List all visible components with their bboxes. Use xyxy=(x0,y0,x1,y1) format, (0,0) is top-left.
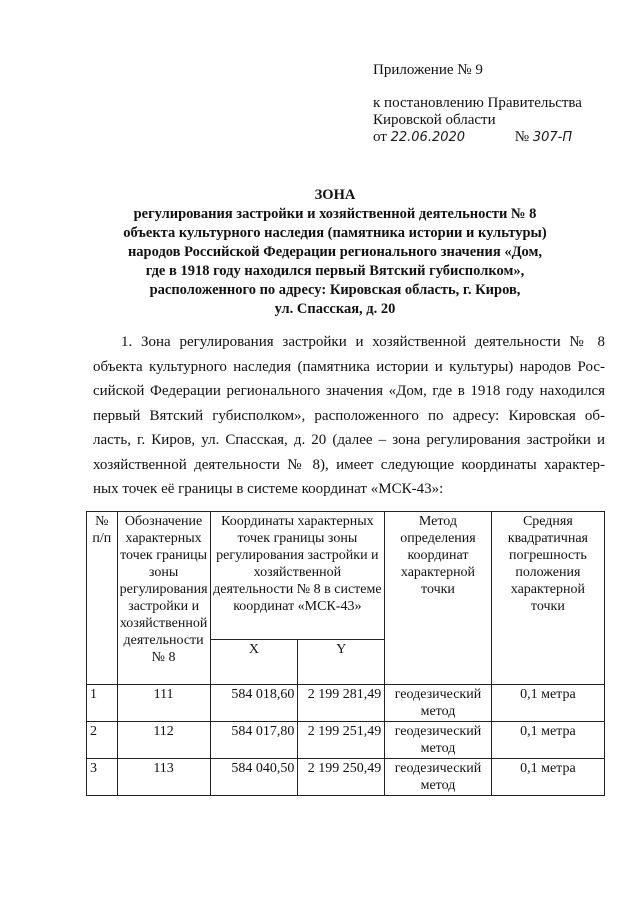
from-label: от xyxy=(373,129,387,145)
decree-reference xyxy=(373,95,582,146)
number-label: № xyxy=(514,129,530,145)
paragraph-line: ных точек её границы в системе координат «МСК-43»: xyxy=(93,481,444,497)
cell-num: 3 xyxy=(87,759,118,796)
paragraph-line: первый Вятский губисполком», расположенного по адресу: Кировская об- xyxy=(93,407,605,424)
decree-line-2: Кировской области xyxy=(373,112,496,128)
header-coordinates: Координаты характерных точек границы зоны регулирования застройки и хозяйственной деятельности № 8 в системе координат «МСК-43» xyxy=(210,512,385,640)
cell-num: 2 xyxy=(87,722,118,759)
decree-date: 22.06.2020 xyxy=(390,130,466,145)
cell-y: 2 199 281,49 xyxy=(298,685,385,722)
header-x: X xyxy=(210,640,298,685)
cell-num: 1 xyxy=(87,685,118,722)
document-title xyxy=(60,186,610,319)
cell-y: 2 199 251,49 xyxy=(298,722,385,759)
cell-y: 2 199 250,49 xyxy=(298,759,385,796)
cell-x: 584 018,60 xyxy=(210,685,298,722)
cell-point: 113 xyxy=(117,759,210,796)
header-method: Метод определения координат характерной точки xyxy=(385,512,492,685)
table-row xyxy=(87,759,605,796)
title-line: регулирования застройки и хозяйственной деятельности № 8 xyxy=(133,206,537,222)
cell-error: 0,1 метра xyxy=(491,759,604,796)
cell-error: 0,1 метра xyxy=(491,722,604,759)
paragraph-line: 1. Зона регулирования застройки и хозяйственной деятельности № 8 xyxy=(121,334,605,350)
paragraph-line: хозяйственной деятельности № 8), имеет следующие координаты характер- xyxy=(93,456,605,473)
paragraph-line: объекта культурного наследия (памятника истории и культуры) народов Рос- xyxy=(93,358,605,375)
title-line: расположенного по адресу: Кировская область, г. Киров, xyxy=(149,282,521,298)
title-line: объекта культурного наследия (памятника истории и культуры) xyxy=(123,225,547,241)
cell-x: 584 040,50 xyxy=(210,759,298,796)
body-paragraph xyxy=(93,330,605,502)
cell-x: 584 017,80 xyxy=(210,722,298,759)
cell-error: 0,1 метра xyxy=(491,685,604,722)
table-row xyxy=(87,685,605,722)
title-line: ул. Спасская, д. 20 xyxy=(274,301,396,317)
coordinates-table xyxy=(86,511,605,796)
header-error: Средняя квадратичная погрешность положения характерной точки xyxy=(491,512,604,685)
title-line: народов Российской Федерации регионального значения «Дом, xyxy=(127,244,543,260)
cell-method: геодезический метод xyxy=(385,759,492,796)
table-row xyxy=(87,722,605,759)
title-line: ЗОНА xyxy=(314,187,356,203)
header-designation: Обозначение характерных точек границы зоны регулирования застройки и хозяйственной деятельности № 8 xyxy=(117,512,210,685)
header-num: № п/п xyxy=(87,512,118,685)
decree-date-number xyxy=(373,129,582,146)
paragraph-line: сийской Федерации регионального значения «Дом, где в 1918 году находился xyxy=(93,383,605,399)
decree-line-1: к постановлению Правительства xyxy=(373,95,582,111)
cell-point: 112 xyxy=(117,722,210,759)
cell-method: геодезический метод xyxy=(385,722,492,759)
annex-label: Приложение № 9 xyxy=(373,62,483,78)
title-line: где в 1918 году находился первый Вятский губисполком», xyxy=(145,263,525,279)
cell-point: 111 xyxy=(117,685,210,722)
decree-number: 307-П xyxy=(532,130,573,145)
header-y: Y xyxy=(298,640,385,685)
cell-method: геодезический метод xyxy=(385,685,492,722)
paragraph-line: ласть, г. Киров, ул. Спасская, д. 20 (далее – зона регулирования застройки и xyxy=(93,432,605,448)
table-header-row xyxy=(87,512,605,640)
